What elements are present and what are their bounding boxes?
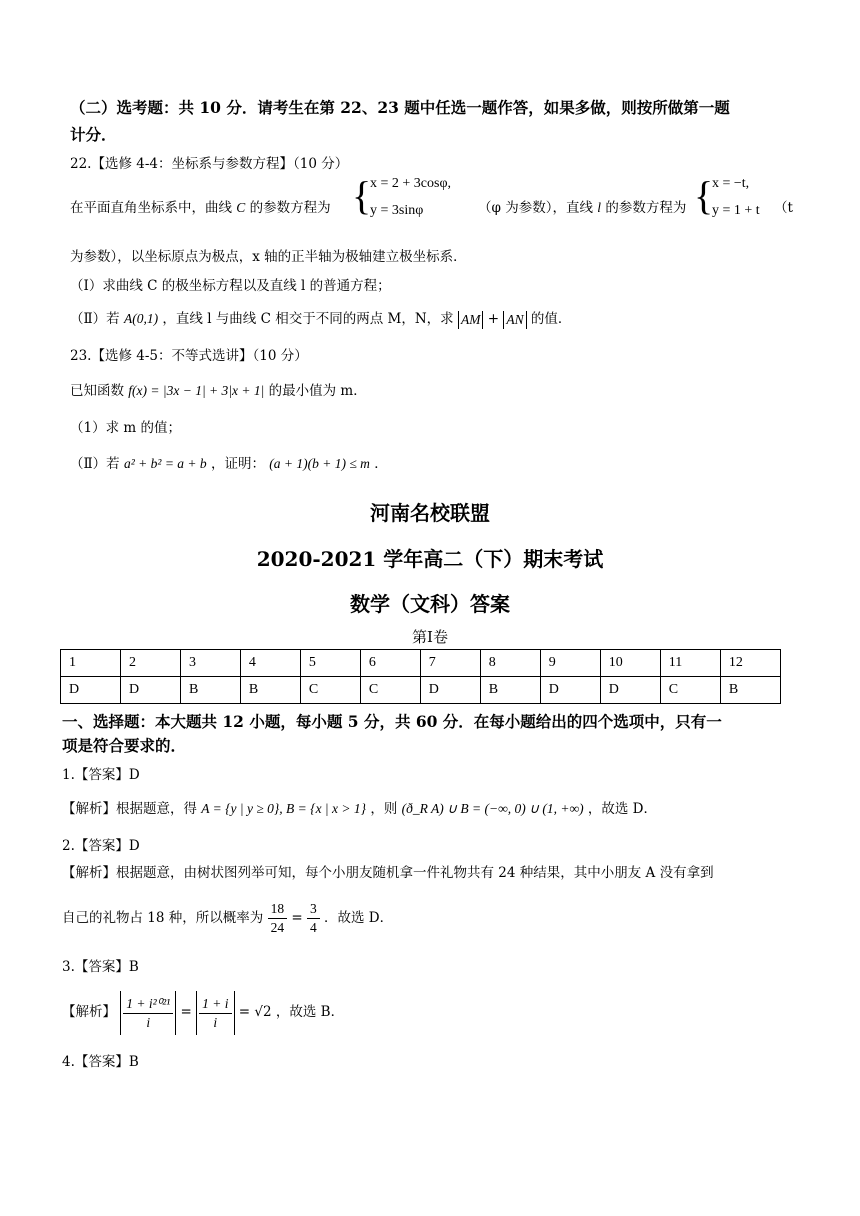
q22-text-c: （φ 为参数），直线 [478, 200, 593, 216]
fraction-3-4 [307, 900, 320, 937]
a3-analysis-a: 【解析】 [62, 1004, 116, 1020]
table-cell-answer: B [180, 677, 240, 704]
q22-line-name: l [597, 200, 602, 215]
answer-table-answers-row [61, 677, 781, 704]
equals-sign: = [291, 910, 303, 926]
line-eq1: x = −t, [712, 176, 750, 191]
q22-part2-c: 的值． [530, 311, 572, 327]
table-cell-answer: D [420, 677, 480, 704]
table-cell-number: 10 [600, 650, 660, 677]
q22-part2-a: （Ⅱ）若 [70, 311, 120, 327]
q22-intro [70, 199, 331, 217]
equals-sign: = [180, 1004, 192, 1020]
q23-condition: a² + b² = a + b [123, 456, 207, 471]
line-system-brace: { [694, 173, 714, 218]
frac-denominator-1: i [146, 1014, 151, 1030]
q23-line1-b: 的最小值为 m． [268, 383, 367, 399]
a1-analysis-a: 【解析】根据题意，得 [62, 801, 197, 817]
answer-table [60, 649, 781, 704]
table-cell-answer: C [660, 677, 720, 704]
table-cell-answer: C [360, 677, 420, 704]
q22-text-a: 在平面直角坐标系中，曲线 [70, 200, 232, 216]
am-expr: AM [460, 311, 481, 327]
a1-expr: (ð_R A) ∪ B = (−∞, 0) ∪ (1, +∞) [401, 801, 584, 816]
abs-frac2 [196, 991, 234, 1035]
q22-mid [478, 199, 686, 217]
point-a: A(0,1) [123, 311, 159, 326]
a1-analysis-c: ，故选 D． [587, 801, 657, 817]
section2-heading-line1: （二）选考题：共 10 分．请考生在第 22、23 题中任选一题作答，如果多做，则按所做第一题 [70, 98, 730, 117]
section2-heading-line2: 计分． [70, 125, 117, 144]
q22-part2-b: ，直线 l 与曲线 C 相交于不同的两点 M，N，求 [162, 311, 454, 327]
table-cell-answer: D [120, 677, 180, 704]
a3-answer: 3.【答案】B [62, 959, 139, 975]
a1-answer: 1.【答案】D [62, 767, 140, 783]
q23-part1: （1）求 m 的值； [70, 420, 181, 436]
fraction-2 [199, 995, 231, 1032]
a3-analysis [62, 990, 344, 1035]
plus-sign: + [487, 311, 500, 327]
a3-analysis-b: ，故选 B． [275, 1004, 345, 1020]
table-cell-number: 1 [61, 650, 121, 677]
a2-analysis-line2-a: 自己的礼物占 18 种，所以概率为 [62, 910, 264, 926]
q23-line1 [70, 382, 367, 400]
table-cell-answer: D [540, 677, 600, 704]
q23-part2-c: ． [374, 456, 388, 472]
table-cell-answer: C [300, 677, 360, 704]
table-cell-number: 12 [720, 650, 780, 677]
q22-text-e: （t [774, 200, 793, 216]
a3-result: = √2 [238, 1004, 272, 1020]
section1-heading-line1: 一、选择题：本大题共 12 小题，每小题 5 分，共 60 分．在每小题给出的四个选项中，只有一 [62, 712, 722, 731]
q23-line1-a: 已知函数 [70, 383, 124, 399]
frac1-numerator: 18 [268, 900, 288, 919]
a2-answer: 2.【答案】D [62, 838, 140, 854]
table-cell-answer: B [240, 677, 300, 704]
answer-title-subject: 数学（文科）答案 [350, 592, 510, 616]
table-cell-number: 6 [360, 650, 420, 677]
frac1-denominator: 24 [270, 920, 285, 935]
curve-eq2: y = 3sinφ [370, 203, 424, 218]
q22-curve-name: C [236, 200, 246, 215]
a2-analysis-line2-b: ．故选 D． [324, 910, 394, 926]
fraction-18-24 [268, 900, 288, 937]
abs-am [458, 311, 484, 329]
abs-an [503, 311, 526, 329]
table-cell-number: 11 [660, 650, 720, 677]
table-cell-number: 5 [300, 650, 360, 677]
a1-sets: A = {y | y ≥ 0}, B = {x | x > 1} [201, 801, 367, 816]
table-cell-number: 2 [120, 650, 180, 677]
answer-title-exam: 2020-2021 学年高二（下）期末考试 [256, 547, 604, 571]
table-cell-answer: B [480, 677, 540, 704]
q22-part1: （Ⅰ）求曲线 C 的极坐标方程以及直线 l 的普通方程； [70, 278, 391, 294]
line-eq2: y = 1 + t [712, 203, 760, 218]
frac2-denominator: 4 [309, 920, 317, 935]
a1-analysis [62, 800, 657, 818]
fraction-1 [123, 995, 173, 1032]
abs-frac1 [120, 991, 176, 1035]
curve-system-brace: { [352, 173, 372, 218]
q22-heading: 22.【选修 4-4：坐标系与参数方程】（10 分） [70, 156, 349, 172]
frac-denominator-2: i [213, 1014, 218, 1030]
frac-numerator-2: 1 + i [199, 995, 231, 1014]
table-cell-answer: D [61, 677, 121, 704]
q22-text-d: 的参数方程为 [605, 200, 687, 216]
section1-heading-line2: 项是符合要求的． [62, 736, 187, 755]
table-cell-number: 9 [540, 650, 600, 677]
q22-part2 [70, 310, 571, 329]
answer-table-numbers-row [61, 650, 781, 677]
q23-part2 [70, 455, 388, 473]
answer-title-org: 河南名校联盟 [370, 501, 490, 525]
curve-eq1: x = 2 + 3cosφ, [370, 176, 452, 191]
a2-analysis-line1: 【解析】根据题意，由树状图列举可知，每个小朋友随机拿一件礼物共有 24 种结果，其中小朋友 A 没有拿到 [62, 865, 714, 881]
an-expr: AN [506, 311, 524, 327]
frac-numerator-1: 1 + i²⁰²¹ [123, 995, 173, 1014]
volume-label: 第Ⅰ卷 [412, 628, 448, 646]
q22-text-b: 的参数方程为 [249, 200, 331, 216]
q23-inequality: (a + 1)(b + 1) ≤ m [269, 456, 370, 471]
table-cell-number: 4 [240, 650, 300, 677]
a2-analysis-line2 [62, 898, 393, 938]
q23-part2-a: （Ⅱ）若 [70, 456, 120, 472]
q22-cont: 为参数），以坐标原点为极点，x 轴的正半轴为极轴建立极坐标系． [70, 249, 467, 265]
q23-function: f(x) = |3x − 1| + 3|x + 1| [128, 383, 265, 398]
frac2-numerator: 3 [307, 900, 320, 919]
q23-heading: 23.【选修 4-5：不等式选讲】（10 分） [70, 348, 308, 364]
q23-part2-b: ，证明： [210, 456, 265, 472]
table-cell-number: 8 [480, 650, 540, 677]
table-cell-number: 7 [420, 650, 480, 677]
a1-analysis-b: ，则 [370, 801, 398, 817]
table-cell-answer: D [600, 677, 660, 704]
a4-answer: 4.【答案】B [62, 1054, 139, 1070]
table-cell-number: 3 [180, 650, 240, 677]
table-cell-answer: B [720, 677, 780, 704]
